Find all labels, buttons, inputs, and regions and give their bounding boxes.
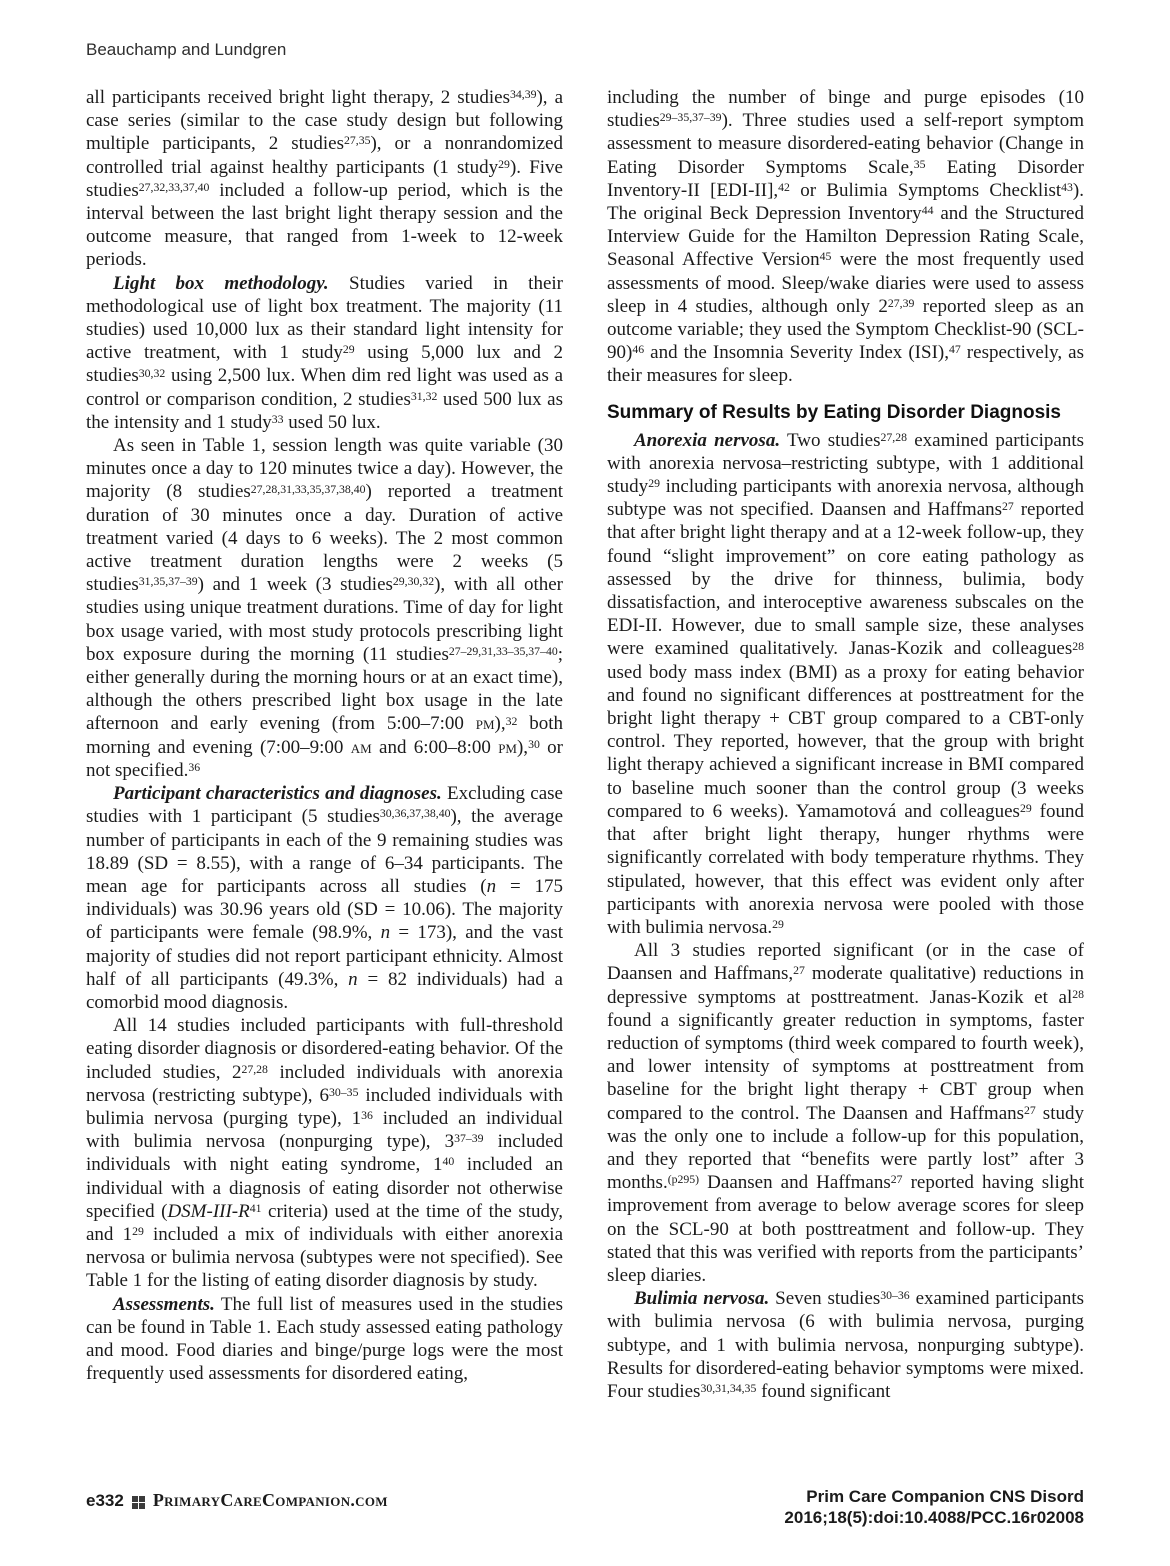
citation-line1: Prim Care Companion CNS Disord	[806, 1487, 1084, 1506]
section-heading: Summary of Results by Eating Disorder Diagnosis	[607, 401, 1061, 423]
paragraph: Bulimia nervosa. Seven studies$^{30-36}$ examined participants with bulimia nervosa (6 with bulimia nervosa, purging subtype, and 1 with bulimia nervosa, nonpurging subtype). Results for disordered-eating behavior symptoms were mixed. Four studies$^{30,31,34,35}$ found significant	[607, 1288, 1084, 1402]
paragraph: Assessments. The full list of measures used in the studies can be found in Table 1. Each study assessed eating pathology and mood. Food diaries and binge/purge logs were the most frequently used assessments for disordered eating,	[86, 1293, 563, 1385]
page-footer	[86, 1486, 1084, 1528]
page-number: e332	[86, 1490, 124, 1510]
paragraph: Light box methodology. Studies varied in their methodological use of light box treatment. The majority (11 studies) used 10,000 lux as their standard light intensity for active treatment, with 1 study$^{29}$ using 5,000 lux and 2 studies$^{30,32}$ using 2,500 lux. When dim red light was used as a control or comparison condition, 2 studies$^{31,32}$ used 500 lux as the intensity and 1 study$^{33}$ used 50 lux.	[86, 272, 563, 433]
column-right	[607, 86, 1084, 1403]
paragraph: including the number of binge and purge episodes (10 studies$^{29-35,37-39}$). Three studies used a self-report symptom assessment to measure disordered-eating behavior (Change in Eating Disorder Symptoms Scale,$^{35}$ Eating Disorder Inventory-II [EDI-II],$^{42}$ or Bulimia Symptoms Checklist$^{43}$). The original Beck Depression Inventory$^{44}$ and the Structured Interview Guide for the Hamilton Depression Rating Scale, Seasonal Affective Version$^{45}$ were the most frequently used assessments of mood. Sleep/wake diaries were used to assess sleep in 4 studies, although only 2$^{27,39}$ reported sleep as an outcome variable; they used the Symptom Checklist-90 $(SCL-90)^{46}$ and the Insomnia Severity Index (ISI),$^{47}$ respectively, as their measures for sleep.	[607, 87, 1085, 387]
paragraph: All 3 studies reported significant (or in the case of Daansen and Haffmans,$^{27}$ moderate qualitative) reductions in depressive symptoms at posttreatment. Janas-Kozik et $al^{28}$ found a significantly greater reduction in symptoms, faster reduction of symptoms (third week compared to fourth week), and lower intensity of symptoms at posttreatment from baseline for the bright light therapy + CBT group when compared to the control. The Daansen and Haffmans$^{27}$ study was the only one to include a follow-up for this population, and they reported that “benefits were partly lost” after 3 months.$^{(p295)}$ Daansen and Haffmans$^{27}$ reported having slight improvement from average to below average scores for sleep on the SCL-90 at both posttreatment and follow-up. They stated that this was verified with reports from the participants’ sleep diaries.	[607, 940, 1084, 1286]
paragraph: As seen in Table 1, session length was quite variable (30 minutes once a day to 120 minutes twice a day). However, the majority (8 studies$^{27,28,31,33,35,37,38,40}$) reported a treatment duration of 30 minutes once a day. Duration of active treatment varied (4 days to 6 weeks). The 2 most common active treatment duration lengths were 2 weeks (5 studies$^{31,35,37-39}$) and 1 week (3 studies$^{29,30,32}$), with all other studies using unique treatment durations. Time of day for light box usage varied, with most study protocols prescribing light box exposure during the morning (11 studies$^{27-29,31,33-35,37-40}$; either generally during the morning hours or at an exact time), although the others prescribed light box usage in the late afternoon and early evening (from 5:00–7:00 pm),$^{32}$ both morning and evening (7:00–9:00 am and 6:00–8:00 pm),$^{30}$ or not specified.$^{36}$	[86, 435, 563, 781]
citation-line2: 2016;18(5):doi:10.4088/PCC.16r02008	[784, 1508, 1084, 1527]
paragraph: All 14 studies included participants with full-threshold eating disorder diagnosis or disordered-eating behavior. Of the included studies, 2$^{27,28}$ included individuals with anorexia nervosa (restricting subtype), 6$^{30-35}$ included individuals with bulimia nervosa (purging type), $1^{36}$ included an individual with bulimia nervosa (nonpurging type), 3$^{37-39}$ included individuals with night eating syndrome, $1^{40}$ included an individual with a diagnosis of eating disorder not otherwise specified ($DSM-III-R^{41}$ criteria) used at the time of the study, and $1^{29}$ included a mix of individuals with either anorexia nervosa or bulimia nervosa (subtypes were not specified). See Table 1 for the listing of eating disorder diagnosis by study.	[86, 1015, 564, 1292]
footer-left	[86, 1486, 388, 1511]
column-left	[86, 86, 563, 1403]
running-head: Beauchamp and Lundgren	[86, 40, 287, 59]
article-body	[86, 86, 1084, 1403]
paragraph: all participants received bright light therapy, 2 studies$^{34,39}$), a case series (similar to the case study design but following multiple participants, 2 studies$^{27,35}$), or a nonrandomized controlled trial against healthy participants (1 study$^{29}$). Five studies$^{27,32,33,37,40}$ included a follow-up period, which is the interval between the last bright light therapy session and the outcome measure, that ranged from 1-week to 12-week periods.	[86, 87, 564, 271]
citation	[784, 1486, 1084, 1528]
paragraph: Participant characteristics and diagnoses. Excluding case studies with 1 participant (5 studies$^{30,36,37,38,40}$), the average number of participants in each of the 9 remaining studies was 18.89 (SD = 8.55), with a range of 6–34 participants. The mean age for participants across all studies (n = 175 individuals) was 30.96 years old (SD = 10.06). The majority of participants were female (98.9%, n = 173), and the vast majority of studies did not report participant ethnicity. Almost half of all participants (49.3%, n = 82 individuals) had a comorbid mood diagnosis.	[86, 783, 564, 1013]
journal-website: PrimaryCareCompanion.com	[152, 1490, 388, 1510]
journal-logo-icon	[132, 1494, 145, 1507]
paragraph: Anorexia nervosa. Two studies$^{27,28}$ examined participants with anorexia nervosa–restricting subtype, with 1 additional study$^{29}$ including participants with anorexia nervosa, although subtype was not specified. Daansen and Haffmans$^{27}$ reported that after bright light therapy and at a 12-week follow-up, they found “slight improvement” on core eating pathology as assessed by the drive for thinness, bulimia, body dissatisfaction, and interoceptive awareness subscales on the EDI-II. However, due to small sample size, these analyses were examined qualitatively. Janas-Kozik and colleagues$^{28}$ used body mass index (BMI) as a proxy for eating behavior and found no significant differences at posttreatment for the bright light therapy + CBT group compared to a CBT-only control. They reported, however, that the group with bright light therapy achieved a significant increase in BMI compared to baseline much sooner than the control group (3 weeks compared to 6 weeks). Yamamotová and colleagues$^{29}$ found that after bright light therapy, hunger rhythms were significantly correlated with body temperature rhythms. They stipulated, however, that this effect was evident only after participants with anorexia nervosa were pooled with those with bulimia nervosa.$^{29}$	[607, 429, 1084, 938]
